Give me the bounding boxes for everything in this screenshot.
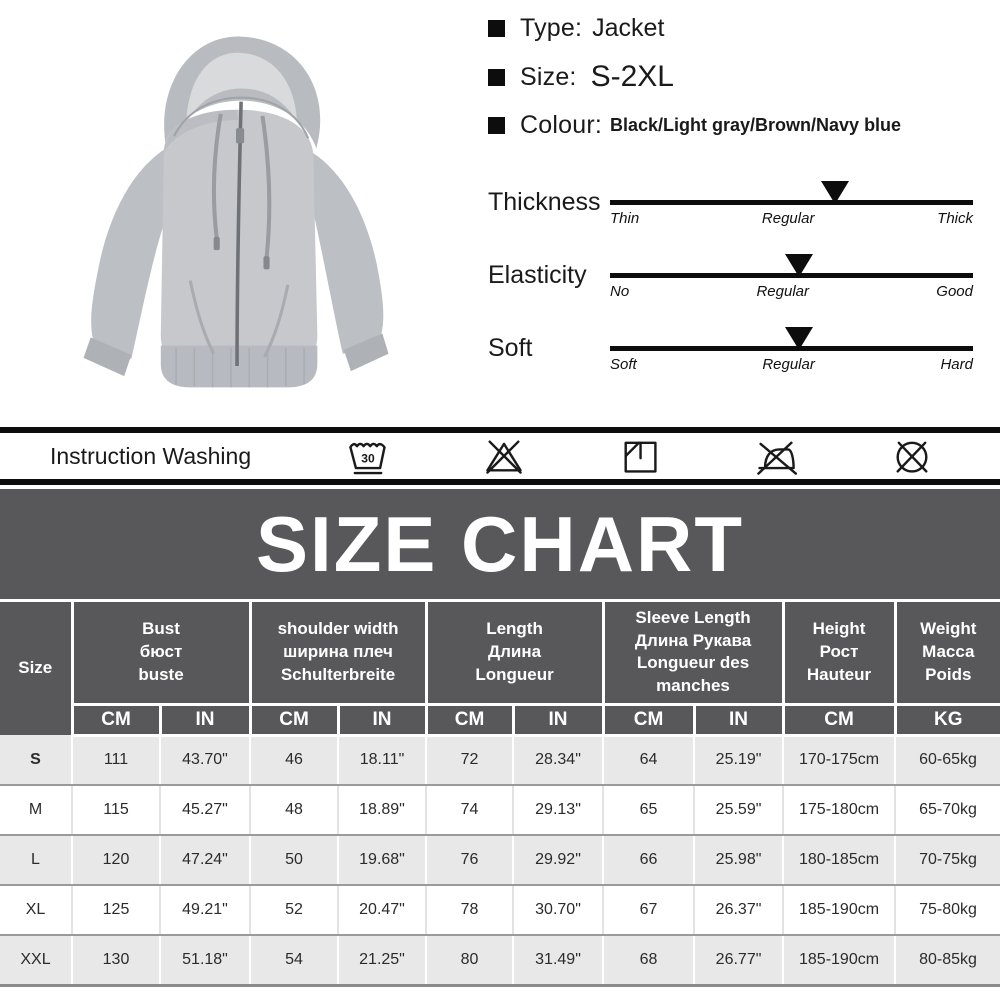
value-cell: 80-85kg (895, 935, 1000, 985)
value-cell: 31.49" (513, 935, 603, 985)
do-not-dry-clean-icon (890, 434, 934, 478)
size-row-L (0, 835, 1000, 885)
svg-text:30: 30 (361, 451, 375, 466)
scale-line (610, 200, 973, 205)
value-cell: 65-70kg (895, 785, 1000, 835)
value-cell: 120 (72, 835, 160, 885)
value-cell: 49.21" (160, 885, 250, 935)
header-bust: Bust бюст buste (72, 602, 250, 704)
do-not-bleach-icon (482, 434, 526, 478)
size-chart-title: SIZE CHART (256, 499, 744, 588)
value-cell: 43.70" (160, 735, 250, 785)
size-chart-banner (0, 489, 1000, 599)
type-value: Jacket (592, 14, 665, 42)
size-value: S-2XL (590, 60, 674, 93)
bullet-square-icon (488, 69, 505, 86)
machine-wash-30-icon (346, 434, 390, 478)
unit-cell: CM (250, 704, 338, 735)
product-type-row (488, 14, 985, 43)
colour-label: Colour: (520, 111, 602, 139)
value-cell: 115 (72, 785, 160, 835)
value-cell: 68 (603, 935, 694, 985)
product-colour-row (488, 111, 985, 140)
value-cell: 180-185cm (783, 835, 895, 885)
do-not-iron-icon (754, 434, 798, 478)
scale-marker-icon (821, 181, 849, 204)
value-cell: 25.59" (694, 785, 783, 835)
scale-name: Thickness (488, 188, 601, 216)
value-cell: 48 (250, 785, 338, 835)
size-cell: XXL (0, 935, 72, 985)
size-cell: XL (0, 885, 72, 935)
value-cell: 21.25" (338, 935, 426, 985)
header-height: Height Рост Hauteur (783, 602, 895, 704)
value-cell: 30.70" (513, 885, 603, 935)
value-cell: 29.92" (513, 835, 603, 885)
unit-cell: IN (513, 704, 603, 735)
scale-marker-icon (785, 327, 813, 350)
size-row-M (0, 785, 1000, 835)
value-cell: 26.77" (694, 935, 783, 985)
value-cell: 60-65kg (895, 735, 1000, 785)
scale-right-label: Hard (940, 356, 973, 373)
value-cell: 65 (603, 785, 694, 835)
unit-cell: CM (783, 704, 895, 735)
size-cell: S (0, 735, 72, 785)
value-cell: 52 (250, 885, 338, 935)
header-sleeve-length: Sleeve Length Длина Рукава Longueur des manches (603, 602, 783, 704)
scale-left-label: No (610, 283, 630, 300)
size-cell: M (0, 785, 72, 835)
jacket-illustration (0, 0, 470, 427)
value-cell: 185-190cm (783, 935, 895, 985)
value-cell: 20.47" (338, 885, 426, 935)
value-cell: 50 (250, 835, 338, 885)
value-cell: 66 (603, 835, 694, 885)
value-cell: 64 (603, 735, 694, 785)
size-cell: L (0, 835, 72, 885)
value-cell: 67 (603, 885, 694, 935)
value-cell: 51.18" (160, 935, 250, 985)
scale-right-label: Thick (937, 210, 973, 227)
scale-marker-icon (785, 254, 813, 277)
colour-value: Black/Light gray/Brown/Navy blue (610, 115, 902, 135)
scale-mid-label: Regular (761, 210, 815, 227)
elasticity-scale (488, 257, 985, 300)
unit-cell: IN (160, 704, 250, 735)
product-image-jacket (0, 0, 470, 427)
value-cell: 45.27" (160, 785, 250, 835)
size-row-XXL (0, 935, 1000, 985)
value-cell: 19.68" (338, 835, 426, 885)
scale-right-label: Good (936, 283, 973, 300)
washing-instructions-bar (0, 427, 1000, 485)
unit-cell: CM (603, 704, 694, 735)
soft-scale (488, 330, 985, 373)
scale-left-label: Soft (610, 356, 637, 373)
dry-in-shade-icon (618, 434, 662, 478)
size-row-S (0, 735, 1000, 785)
value-cell: 25.98" (694, 835, 783, 885)
scale-left-label: Thin (610, 210, 640, 227)
value-cell: 25.19" (694, 735, 783, 785)
header-size: Size (0, 602, 72, 735)
type-label: Type: (520, 14, 583, 42)
product-info (470, 0, 1000, 427)
value-cell: 18.89" (338, 785, 426, 835)
value-cell: 28.34" (513, 735, 603, 785)
unit-cell: CM (426, 704, 513, 735)
product-size-row (488, 60, 985, 94)
header-weight: Weight Масса Poids (895, 602, 1000, 704)
scale-mid-label: Regular (762, 356, 815, 373)
thickness-scale (488, 184, 985, 227)
value-cell: 78 (426, 885, 513, 935)
bullet-square-icon (488, 117, 505, 134)
value-cell: 170-175cm (783, 735, 895, 785)
value-cell: 125 (72, 885, 160, 935)
washing-label: Instruction Washing (50, 442, 252, 469)
value-cell: 46 (250, 735, 338, 785)
value-cell: 72 (426, 735, 513, 785)
scale-name: Elasticity (488, 261, 587, 289)
unit-cell: IN (338, 704, 426, 735)
value-cell: 76 (426, 835, 513, 885)
value-cell: 80 (426, 935, 513, 985)
value-cell: 185-190cm (783, 885, 895, 935)
unit-cell: KG (895, 704, 1000, 735)
size-chart-table (0, 602, 1000, 987)
header-shoulder-width: shoulder width ширина плеч Schulterbreite (250, 602, 426, 704)
scale-mid-label: Regular (756, 283, 809, 300)
value-cell: 75-80kg (895, 885, 1000, 935)
size-label: Size: (520, 62, 577, 91)
scale-name: Soft (488, 334, 533, 362)
unit-cell: CM (72, 704, 160, 735)
value-cell: 111 (72, 735, 160, 785)
value-cell: 130 (72, 935, 160, 985)
header-length: Length Длина Longueur (426, 602, 603, 704)
value-cell: 70-75kg (895, 835, 1000, 885)
unit-cell: IN (694, 704, 783, 735)
product-overview (0, 0, 1000, 427)
value-cell: 29.13" (513, 785, 603, 835)
fabric-scales (488, 184, 985, 373)
value-cell: 175-180cm (783, 785, 895, 835)
value-cell: 47.24" (160, 835, 250, 885)
size-row-XL (0, 885, 1000, 935)
value-cell: 74 (426, 785, 513, 835)
value-cell: 26.37" (694, 885, 783, 935)
value-cell: 54 (250, 935, 338, 985)
bullet-square-icon (488, 20, 505, 37)
value-cell: 18.11" (338, 735, 426, 785)
